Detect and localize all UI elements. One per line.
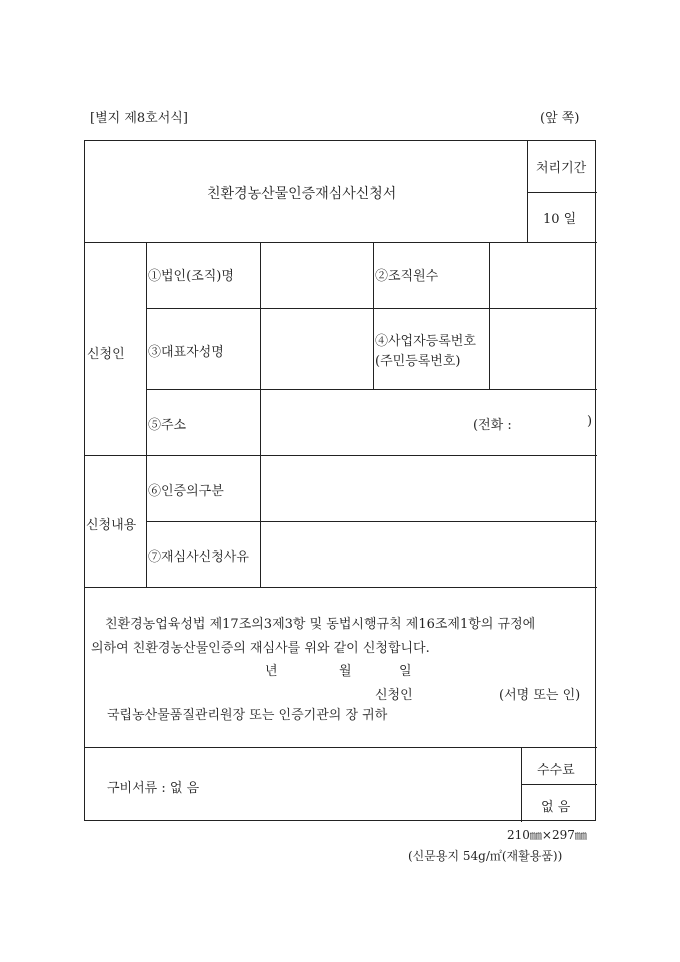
signer-label: 신청인 [375, 688, 413, 703]
rule-section-labels [146, 242, 147, 587]
rule-mid-col-right [489, 242, 490, 389]
addressee: 국립농산물품질관리원장 또는 인증기관의 장 귀하 [107, 708, 388, 723]
cert-type-label: ⑥인증의구분 [148, 484, 224, 499]
statement-line-1: 친환경농업육성법 제17조의3제3항 및 동법시행규칙 제16조제1항의 규정에 [105, 617, 536, 632]
page-side-label: (앞 쪽) [540, 111, 580, 126]
form-number: [별지 제8호서식] [90, 111, 188, 126]
org-name-label: ①법인(조직)명 [148, 269, 234, 284]
reexam-reason-label: ⑦재심사신청사유 [148, 550, 249, 565]
address-label: ⑤주소 [148, 418, 187, 433]
phone-close: ) [587, 414, 593, 429]
applicant-section-label: 신청인 [87, 347, 125, 362]
rule-fee-left [521, 747, 522, 822]
paper-size: 210㎜×297㎜ [507, 828, 587, 842]
rule-processing-left [527, 141, 528, 242]
processing-period-value: 10 일 [543, 212, 577, 227]
form-title: 친환경농산물인증재심사신청서 [207, 186, 397, 202]
business-number-label: ④사업자등록번호 [375, 334, 476, 349]
rule-row2 [146, 389, 597, 390]
rule-request-bottom [85, 587, 597, 588]
rule-applicant-bottom [85, 455, 597, 456]
sign-note: (서명 또는 인) [499, 688, 581, 703]
request-section-label: 신청내용 [86, 518, 137, 533]
rule-processing-mid [527, 192, 597, 193]
representative-name-label: ③대표자성명 [148, 345, 224, 360]
date-month-label: 월 [339, 664, 352, 679]
fee-label: 수수료 [537, 763, 575, 778]
fee-value: 없 음 [541, 800, 571, 815]
phone-label: (전화 : [473, 418, 512, 433]
required-documents: 구비서류 : 없 음 [107, 781, 200, 796]
paper-type: (신문용지 54g/㎡(재활용품)) [408, 849, 563, 863]
processing-period-label: 처리기간 [536, 161, 587, 176]
rule-field-labels [260, 242, 261, 587]
rule-request-mid [146, 521, 597, 522]
statement-line-2: 의하여 친환경농산물인증의 재심사를 위와 같이 신청합니다. [91, 641, 430, 656]
rule-fee-mid [521, 784, 597, 785]
date-day-label: 일 [399, 664, 412, 679]
resident-number-label: (주민등록번호) [375, 354, 461, 369]
date-year-label: 년 [265, 664, 278, 679]
rule-title-bottom [85, 242, 597, 243]
members-count-label: ②조직원수 [375, 269, 439, 284]
rule-mid-col-left [373, 242, 374, 389]
application-form [84, 140, 596, 821]
rule-row1 [146, 308, 597, 309]
